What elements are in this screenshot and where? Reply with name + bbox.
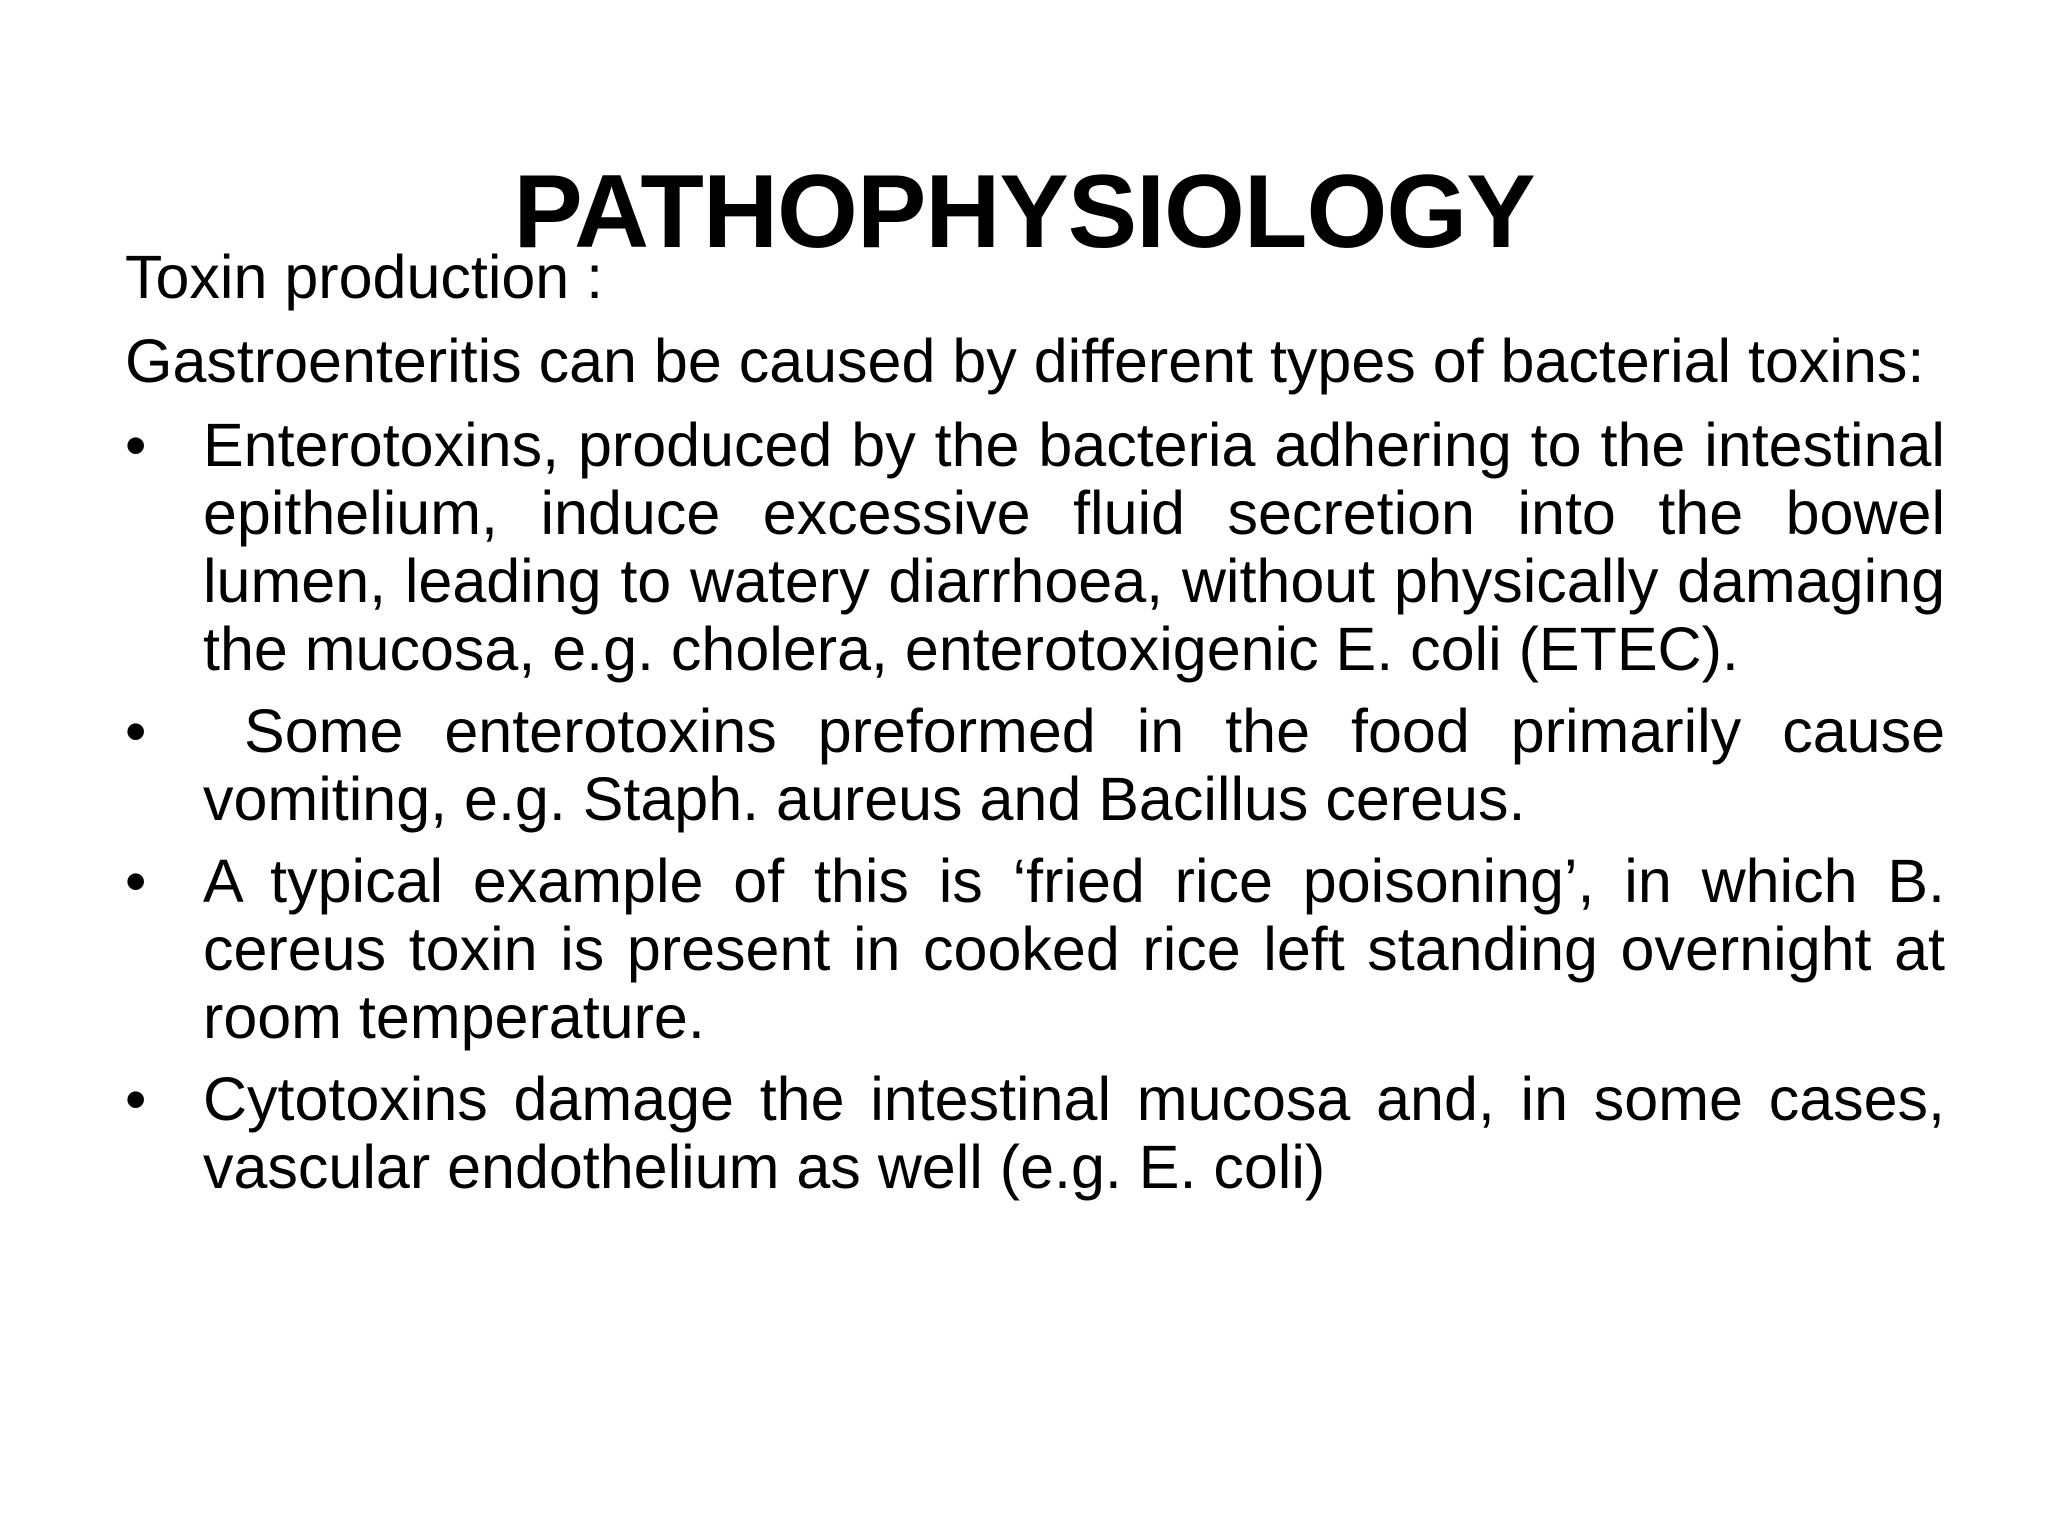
list-item: [125, 847, 1945, 1051]
bullet-text: Cytotoxins damage the intestinal mucosa and, in some cases, vascular endothelium as well (e.g. E. coli): [203, 1065, 1945, 1201]
bullet-text: Some enterotoxins preformed in the food primarily cause vomiting, e.g. Staph. aureus and Bacillus cereus.: [203, 697, 1962, 833]
bullet-list: [125, 411, 1962, 1201]
list-item: [125, 411, 1945, 683]
intro-heading: Toxin production :: [125, 243, 604, 311]
slide-body: [125, 243, 1962, 1215]
bullet-dot-icon: •: [125, 697, 147, 765]
intro-text: Gastroenteritis can be caused by different types of bacterial toxins:: [125, 327, 1925, 395]
bullet-text: Enterotoxins, produced by the bacteria adhering to the intestinal epithelium, induce excessive fluid secretion into the bowel lumen, leading to watery diarrhoea, without physically damaging the mucosa, e.g. cholera, enterotoxigenic E. coli (ETEC).: [203, 411, 1945, 683]
bullet-text: A typical example of this is ‘fried rice poisoning’, in which B. cereus toxin is present in cooked rice left standing overnight at room temperature.: [203, 847, 1945, 1051]
bullet-dot-icon: •: [125, 847, 147, 915]
bullet-dot-icon: •: [125, 1065, 147, 1133]
slide-title: PATHOPHYSIOLOGY: [513, 153, 1535, 270]
list-item: [125, 1065, 1945, 1201]
list-item: [125, 697, 1962, 833]
bullet-dot-icon: •: [125, 411, 147, 479]
